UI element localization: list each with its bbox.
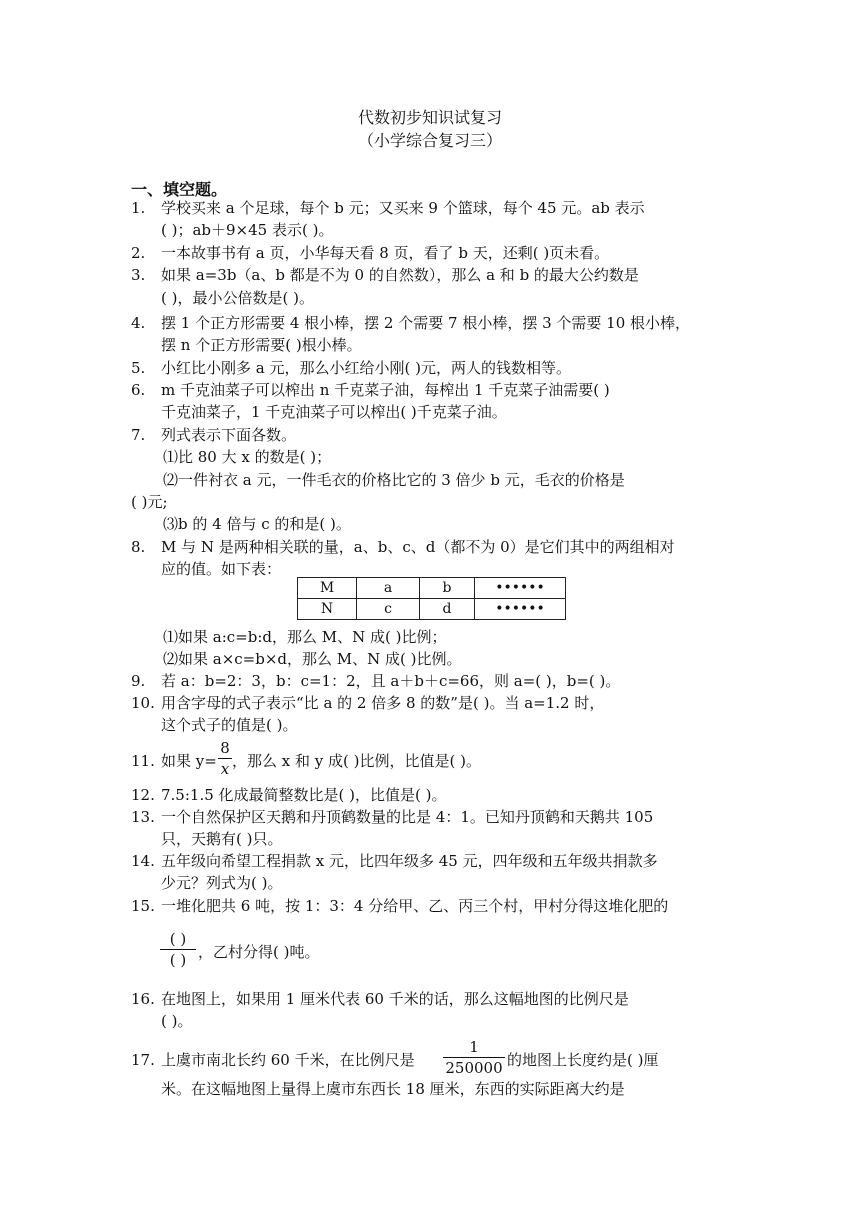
- mn-table: [297, 577, 566, 620]
- question-text: 只，天鹅有( )只。: [161, 830, 283, 848]
- question-number: 2.: [131, 244, 146, 262]
- fraction-denominator: ( ): [169, 951, 187, 969]
- table-cell: b: [420, 578, 475, 599]
- page-subtitle: （小学综合复习三）: [357, 131, 502, 150]
- question-text: 若 a：b=2：3，b：c=1：2，且 a＋b＋c=66，则 a=( )，b=( )。: [161, 672, 621, 690]
- question-number: 10.: [131, 694, 155, 712]
- question-text: ( )；ab＋9×45 表示( )。: [161, 221, 334, 239]
- question-number: 11.: [131, 752, 155, 770]
- question-text: 在地图上，如果用 1 厘米代表 60 千米的话，那么这幅地图的比例尺是: [161, 990, 629, 1008]
- question-text: 如果 a=3b（a、b 都是不为 0 的自然数），那么 a 和 b 的最大公约数是: [161, 266, 639, 284]
- sub-question: ⑵一件衬衣 a 元，一件毛衣的价格比它的 3 倍少 b 元，毛衣的价格是: [163, 471, 625, 489]
- question-text: 千克油菜子，1 千克油菜子可以榨出( )千克菜子油。: [161, 403, 507, 421]
- question-number: 13.: [131, 808, 155, 826]
- question-number: 4.: [131, 314, 146, 332]
- sub-question: ⑵如果 a×c=b×d，那么 M、N 成( )比例。: [163, 650, 462, 668]
- fraction-denominator: 250000: [445, 1059, 503, 1077]
- question-text: ，那么 x 和 y 成( )比例，比值是( )。: [232, 752, 481, 770]
- sub-question: ⑶b 的 4 倍与 c 的和是( )。: [163, 515, 351, 533]
- question-number: 8.: [131, 538, 146, 556]
- question-text: 五年级向希望工程捐款 x 元，比四年级多 45 元，四年级和五年级共捐款多: [161, 852, 658, 870]
- table-cell: d: [420, 599, 475, 620]
- fraction-numerator: 8: [218, 738, 232, 759]
- question-number: 17.: [131, 1051, 155, 1069]
- question-text: M 与 N 是两种相关联的量，a、b、c、d（都不为 0）是它们其中的两组相对: [161, 538, 675, 556]
- question-text: 米。在这幅地图上量得上虞市东西长 18 厘米，东西的实际距离大约是: [161, 1080, 625, 1098]
- question-text: 少元？列式为( )。: [161, 874, 283, 892]
- question-text: 学校买来 a 个足球，每个 b 元；又买来 9 个篮球，每个 45 元。ab 表示: [161, 199, 645, 217]
- fraction: [443, 1037, 505, 1078]
- fraction-numerator: 1: [443, 1037, 505, 1058]
- table-cell: a: [357, 578, 420, 599]
- question-text: ，乙村分得( )吨。: [198, 943, 320, 961]
- sub-question: ⑴如果 a:c=b:d，那么 M、N 成( )比例；: [163, 628, 447, 646]
- question-text: 应的值。如下表：: [161, 560, 282, 578]
- question-number: 14.: [131, 852, 155, 870]
- question-text: 摆 1 个正方形需要 4 根小棒，摆 2 个需要 7 根小棒，摆 3 个需要 10 根小棒，: [161, 314, 691, 332]
- fraction-numerator: ( ): [160, 929, 196, 950]
- question-number: 9.: [131, 672, 146, 690]
- page-title: 代数初步知识试复习: [357, 108, 502, 127]
- fraction: [160, 929, 196, 970]
- section-heading: 一、填空题。: [131, 180, 228, 199]
- question-text: 一本故事书有 a 页，小华每天看 8 页，看了 b 天，还剩( )页未看。: [161, 244, 610, 262]
- question-text: 摆 n 个正方形需要( )根小棒。: [161, 336, 362, 354]
- question-number: 16.: [131, 990, 155, 1008]
- question-text: 上虞市南北长约 60 千米，在比例尺是: [161, 1051, 415, 1069]
- question-text: 的地图上长度约是( )厘: [507, 1051, 659, 1069]
- question-number: 12.: [131, 786, 155, 804]
- question-text: 用含字母的式子表示“比 a 的 2 倍多 8 的数”是( )。当 a=1.2 时，: [161, 694, 605, 712]
- table-cell: c: [357, 599, 420, 620]
- question-text: ( )。: [161, 1012, 193, 1030]
- table-row: [298, 578, 566, 599]
- table-row: [298, 599, 566, 620]
- question-text: 7.5:1.5 化成最简整数比是( )，比值是( )。: [161, 786, 447, 804]
- question-number: 15.: [131, 897, 155, 915]
- question-text: ( )，最小公倍数是( )。: [161, 289, 314, 307]
- question-number: 1.: [131, 199, 146, 217]
- table-cell: N: [298, 599, 357, 620]
- question-text: 列式表示下面各数。: [161, 426, 297, 444]
- table-cell: ••••••: [475, 599, 566, 620]
- table-cell: ••••••: [475, 578, 566, 599]
- question-number: 5.: [131, 359, 146, 377]
- question-text: m 千克油菜子可以榨出 n 千克菜子油，每榨出 1 千克菜子油需要( ): [161, 381, 610, 399]
- question-text: 小红比小刚多 a 元，那么小红给小刚( )元，两人的钱数相等。: [161, 359, 571, 377]
- question-number: 6.: [131, 381, 146, 399]
- sub-question: ⑴比 80 大 x 的数是( )；: [163, 448, 332, 466]
- question-number: 7.: [131, 426, 146, 444]
- question-text: 一堆化肥共 6 吨，按 1：3：4 分给甲、乙、丙三个村，甲村分得这堆化肥的: [161, 897, 669, 915]
- question-text: 如果 y=: [161, 752, 217, 770]
- question-number: 3.: [131, 266, 146, 284]
- question-text: 一个自然保护区天鹅和丹顶鹤数量的比是 4：1。已知丹顶鹤和天鹅共 105: [161, 808, 654, 826]
- table-cell: M: [298, 578, 357, 599]
- fraction-denominator: x: [220, 760, 230, 778]
- question-text: 这个式子的值是( )。: [161, 716, 298, 734]
- sub-question: ( )元;: [131, 493, 168, 511]
- fraction: [218, 738, 232, 779]
